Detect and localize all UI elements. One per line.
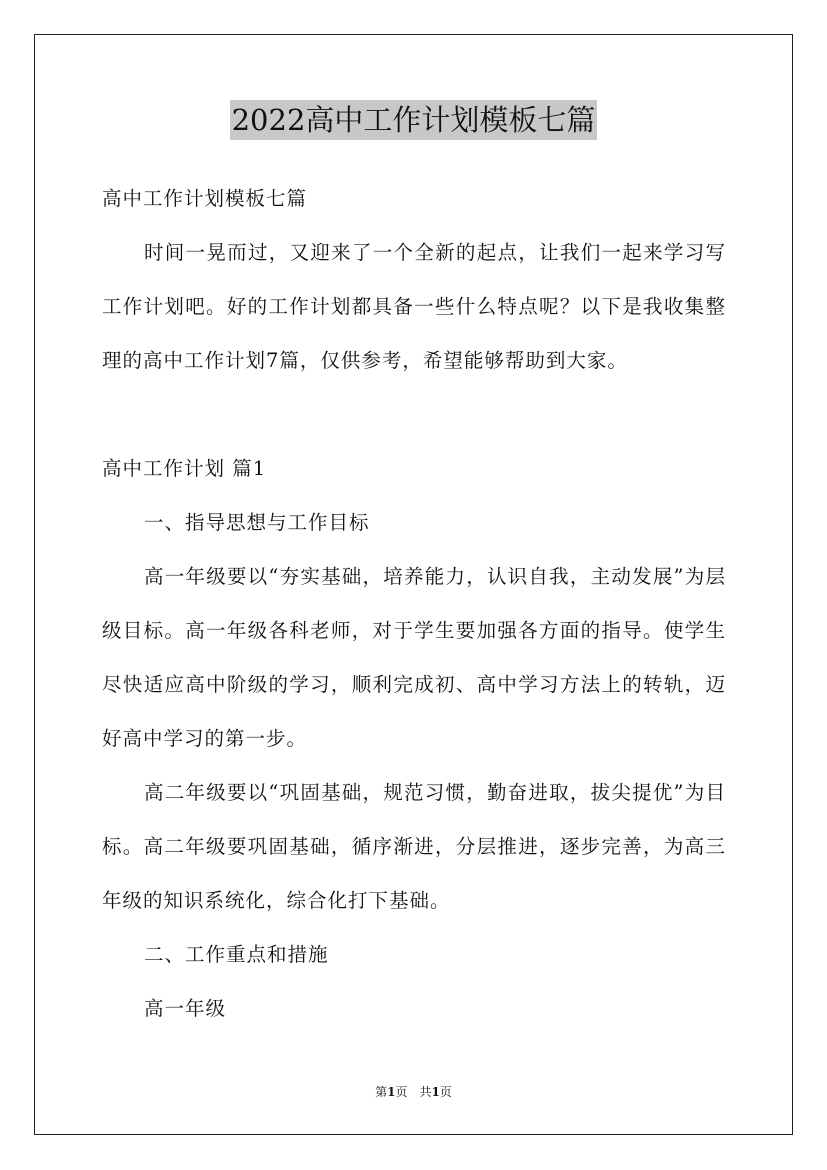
document-body xyxy=(102,172,726,1036)
paragraph-gap xyxy=(102,388,726,442)
page-footer xyxy=(0,1082,827,1102)
page-label-prefix: 第 xyxy=(375,1085,388,1099)
page-current-number: 1 xyxy=(387,1085,396,1099)
subsection-heading: 一、指导思想与工作目标 xyxy=(144,511,370,534)
subsection-heading: 高一年级 xyxy=(144,997,227,1020)
body-paragraph: 高一年级要以“夯实基础，培养能力，认识自我，主动发展”为层级目标。高一年级各科老师，对于学生要加强各方面的指导。使学生尽快适应高中阶级的学习，顺利完成初、高中学习方法上的转轨，迈好高中学习的第一步。 xyxy=(102,565,726,750)
page-label-suffix: 页 xyxy=(439,1085,452,1099)
subsection-heading: 二、工作重点和措施 xyxy=(144,943,329,966)
page-total-number: 1 xyxy=(431,1085,440,1099)
document-title: 2022高中工作计划模板七篇 xyxy=(230,100,598,140)
title-container xyxy=(0,100,827,140)
section-heading: 高中工作计划 篇1 xyxy=(102,457,267,480)
subtitle-paragraph: 高中工作计划模板七篇 xyxy=(102,187,308,210)
page-label-mid: 页 共 xyxy=(395,1085,432,1099)
body-paragraph: 高二年级要以“巩固基础，规范习惯，勤奋进取，拔尖提优”为目标。高二年级要巩固基础，循序渐进，分层推进，逐步完善，为高三年级的知识系统化，综合化打下基础。 xyxy=(102,781,726,912)
intro-paragraph: 时间一晃而过，又迎来了一个全新的起点，让我们一起来学习写工作计划吧。好的工作计划都具备一些什么特点呢？以下是我收集整理的高中工作计划7篇，仅供参考，希望能够帮助到大家。 xyxy=(102,241,726,372)
